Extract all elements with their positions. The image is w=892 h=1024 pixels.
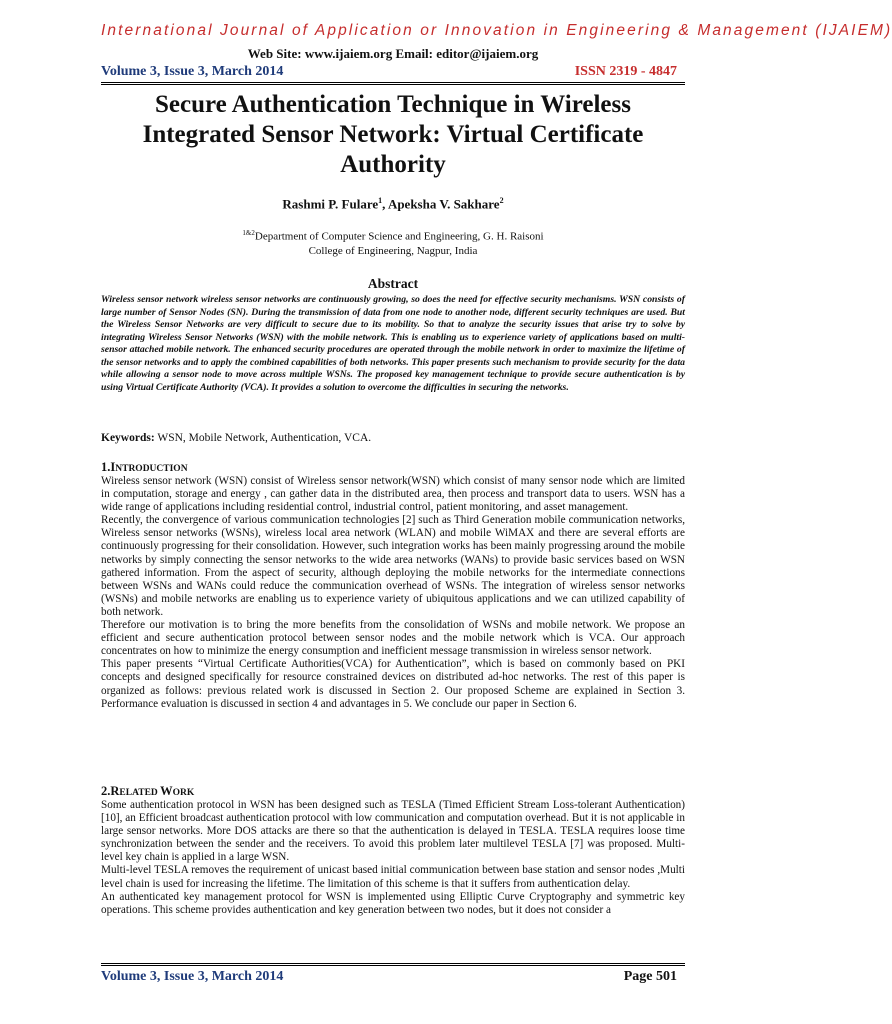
paragraph: This paper presents “Virtual Certificate Authorities(VCA) for Authentication”, which is based on commonly based on PKI concepts and designed specifically for resource constrained devices on distributed ad-hoc networks. The rest of this paper is organized as follows: previous related work is discussed in Section 2. Our proposed Scheme are explained in Section 3. Performance evaluation is discussed in section 4 and advantages in 5. We conclude our paper in Section 6. [101,658,685,710]
author-affil-mark: 1 [378,196,383,205]
author-separator: , [382,196,388,212]
volume-issue-footer: Volume 3, Issue 3, March 2014 [101,969,284,984]
affiliation-line: Department of Computer Science and Engineering, G. H. Raisoni [254,230,544,243]
paper-title-line: Integrated Sensor Network: Virtual Certificate [142,121,644,148]
paper-title-line: Authority [340,151,446,178]
paragraph: Recently, the convergence of various communication technologies [2] such as Third Generation mobile communication networks, Wireless sensor networks (WSNs), wireless local area network (WLAN) and mobile WiMAX and there are several efforts are continuously progressing for their consolidation. However, such integration works has been mainly progressing around the mobile networks by simply connecting the sensor networks to the wide area networks (WANs) to provide basic services based on WSN gathered information. From the aspect of security, although deploying the mobile networks for the intermediate connections between WSNs and WANs could reduce the communication overhead of WSNs. The integration of wireless sensor networks (WSNs) and mobile networks are enabling us to experience variety of ubiquitous applications and we can utilized capability of both network. [101,514,685,618]
page-number: Page 501 [623,969,677,984]
section-heading-rest: ORK [172,788,195,798]
section-heading-initial: 1.I [101,460,116,474]
abstract-heading: Abstract [367,276,419,291]
section-heading-related-work [101,784,685,799]
header-rule [101,82,685,85]
introduction-body [101,475,685,711]
author-list [101,196,685,212]
author-name: Rashmi P. Fulare [282,196,379,212]
section-heading-introduction [101,460,685,475]
paragraph: An authenticated key management protocol for WSN is implemented using Elliptic Curve Cryptography and symmetric key operations. This scheme provides authentication and key generation between two nodes, but it does not consider a [101,890,685,916]
affiliation [101,226,685,258]
section-heading-rest: ELATED [119,788,161,798]
abstract-text: Wireless sensor network wireless sensor networks are continuously growing, so does the need for effective security mechanisms. WSN consists of large number of Sensor Nodes (SN). During the transmission of data from one node to another node, different security techniques are used. But the Wireless Sensor Networks are very difficult to secure due to its mobility. So that to analyze the security issues that arise try to solve by integrating Wireless Sensor Networks (WSN) with the mobile network. This is enabling us to experience variety of applications based on multi-sensor attached mobile network. The enhanced security procedures are operated through the mobile network in order to maximize the lifetime of the sensor networks and to apply the combined capabilities of both networks. This paper presents such mechanism to provide security for the data while allowing a sensor node to move across multiple WSNs. The proposed key management technique to provide secure authentication is by using Virtual Certificate Authority (VCA). It provides a solution to overcome the difficulties in securing the networks. [101,294,685,393]
paper-title [101,90,685,180]
keywords-value: WSN, Mobile Network, Authentication, VCA. [154,432,372,444]
affiliation-line: College of Engineering, Nagpur, India [308,244,478,257]
affiliation-mark: 1&2 [242,229,255,237]
paragraph: Multi-level TESLA removes the requirement of unicast based initial communication between base station and sensor nodes ,Multi level chain is used for increasing the lifetime. The limitation of this scheme is that it suffers from authentication delay. [101,864,685,890]
paragraph: Some authentication protocol in WSN has been designed such as TESLA (Timed Efficient Stream Loss-tolerant Authentication) [10], an Efficient broadcast authentication protocol with low communication and computation overhead. But it is not applicable in large sensor networks. More DOS attacks are there so that the authentication is delayed in TESLA. TESLA requires loose time synchronization between the sender and the receivers. To avoid this problem later multilevel TESLA [7] was proposed. Multi-level key chain is applied in a large WSN. [101,799,685,864]
paragraph: Wireless sensor network (WSN) consist of Wireless sensor network(WSN) which consist of many sensor node which are limited in computation, storage and energy , can gather data in the distributed area, then process and transport data to users. WSN has a wide range of applications including residential control, industrial control, patient monitoring, and asset management. [101,475,685,514]
paragraph: Therefore our motivation is to bring the more benefits from the consolidation of WSNs and mobile network. We propose an efficient and secure authentication protocol between sensor nodes and the mobile network which is VCA. Our approach concentrates on how to minimize the energy consumption and inefficient message transmission in wireless sensor network. [101,619,685,658]
issn-label: ISSN 2319 - 4847 [574,64,677,79]
author-affil-mark: 2 [499,196,504,205]
section-heading-rest: NTRODUCTION [115,464,188,474]
author-name: Apeksha V. Sakhare [387,196,500,212]
keywords-label: Keywords: [101,432,155,444]
volume-issue-header: Volume 3, Issue 3, March 2014 [101,64,284,79]
section-heading-initial: W [160,784,173,798]
related-work-body [101,799,685,917]
paper-title-line: Secure Authentication Technique in Wireless [154,91,631,118]
section-heading-initial: 2.R [101,784,120,798]
footer-rule [101,963,685,966]
keywords [101,432,685,444]
website-line: Web Site: www.ijaiem.org Email: editor@ijaiem.org [247,46,539,61]
journal-title: International Journal of Application or Innovation in Engineering & Management (IJAIEM) [101,22,892,39]
